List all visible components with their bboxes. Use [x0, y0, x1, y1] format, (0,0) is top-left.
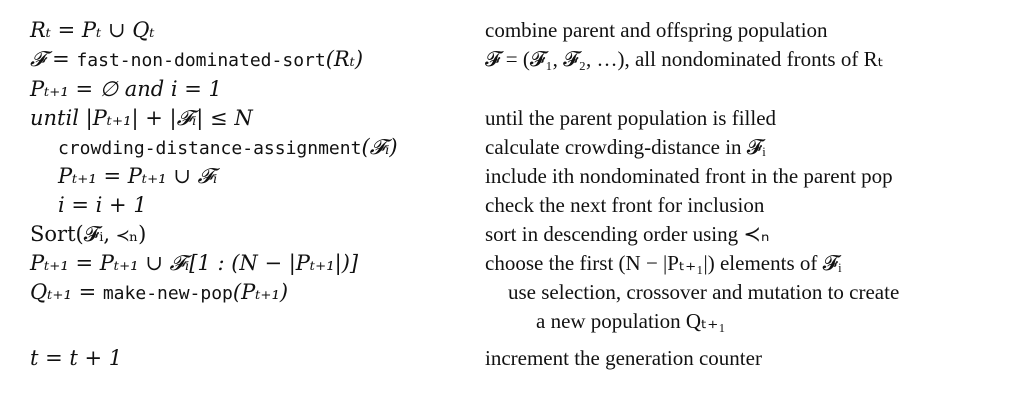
algo-line-comment: include ith nondominated front in the parent pop — [485, 164, 893, 188]
algo-line-code: Pₜ₊₁ = Pₜ₊₁ ∪ 𝓕ᵢ[1 : (N − |Pₜ₊₁|)] — [30, 251, 359, 275]
algo-line-6 — [0, 162, 1012, 190]
algo-line-9 — [0, 249, 1012, 277]
algo-line-code: Pₜ₊₁ = ∅ and i = 1 — [30, 77, 222, 101]
algo-code-args: (𝓕ᵢ) — [361, 135, 398, 159]
algo-line-comment: sort in descending order using ≺ₙ — [485, 222, 770, 246]
algo-line-code — [58, 133, 398, 163]
algo-line-code: Sort(𝓕ᵢ, ≺ₙ) — [30, 222, 147, 246]
algo-function-name: crowding-distance-assignment — [58, 138, 362, 159]
algo-code-args: (Pₜ₊₁) — [232, 280, 289, 304]
algo-line-code: t = t + 1 — [30, 346, 123, 370]
algo-line-comment: increment the generation counter — [485, 346, 762, 370]
algo-line-comment: 𝓕 = (𝓕₁, 𝓕₂, …), all nondominated fronts of Rₜ — [485, 47, 884, 71]
algo-line-code: Pₜ₊₁ = Pₜ₊₁ ∪ 𝓕ᵢ — [58, 164, 218, 188]
algo-line-10 — [0, 278, 1012, 306]
algo-line-code — [30, 45, 363, 75]
algo-code-prefix: Qₜ₊₁ = — [30, 280, 103, 304]
algo-line-code — [30, 278, 288, 308]
algo-line-1 — [0, 16, 1012, 44]
algo-line-comment: calculate crowding-distance in 𝓕ᵢ — [485, 135, 766, 159]
algo-line-comment: a new population Qₜ₊₁ — [536, 309, 726, 333]
algo-line-2 — [0, 45, 1012, 73]
algo-line-7 — [0, 191, 1012, 219]
algo-line-comment: choose the first (N − |Pₜ₊₁|) elements of 𝓕ᵢ — [485, 251, 842, 275]
algo-line-comment: use selection, crossover and mutation to create — [508, 280, 900, 304]
algo-line-3 — [0, 75, 1012, 103]
algo-line-8 — [0, 220, 1012, 248]
algo-line-5 — [0, 133, 1012, 161]
algo-line-12 — [0, 344, 1012, 372]
algo-line-comment: check the next front for inclusion — [485, 193, 765, 217]
algo-line-4 — [0, 104, 1012, 132]
algo-line-comment: until the parent population is filled — [485, 106, 777, 130]
algo-code-prefix: 𝓕 = — [30, 47, 77, 71]
algo-line-code: Rₜ = Pₜ ∪ Qₜ — [30, 18, 155, 42]
algo-line-11 — [0, 307, 1012, 335]
algo-line-comment: combine parent and offspring population — [485, 18, 828, 42]
algo-function-name: make-new-pop — [102, 283, 233, 304]
algo-function-name: fast-non-dominated-sort — [76, 50, 326, 71]
algo-code-args: (Rₜ) — [325, 47, 364, 71]
algo-line-code: i = i + 1 — [58, 193, 147, 217]
algo-line-code: until |Pₜ₊₁| + |𝓕ᵢ| ≤ N — [30, 106, 253, 130]
